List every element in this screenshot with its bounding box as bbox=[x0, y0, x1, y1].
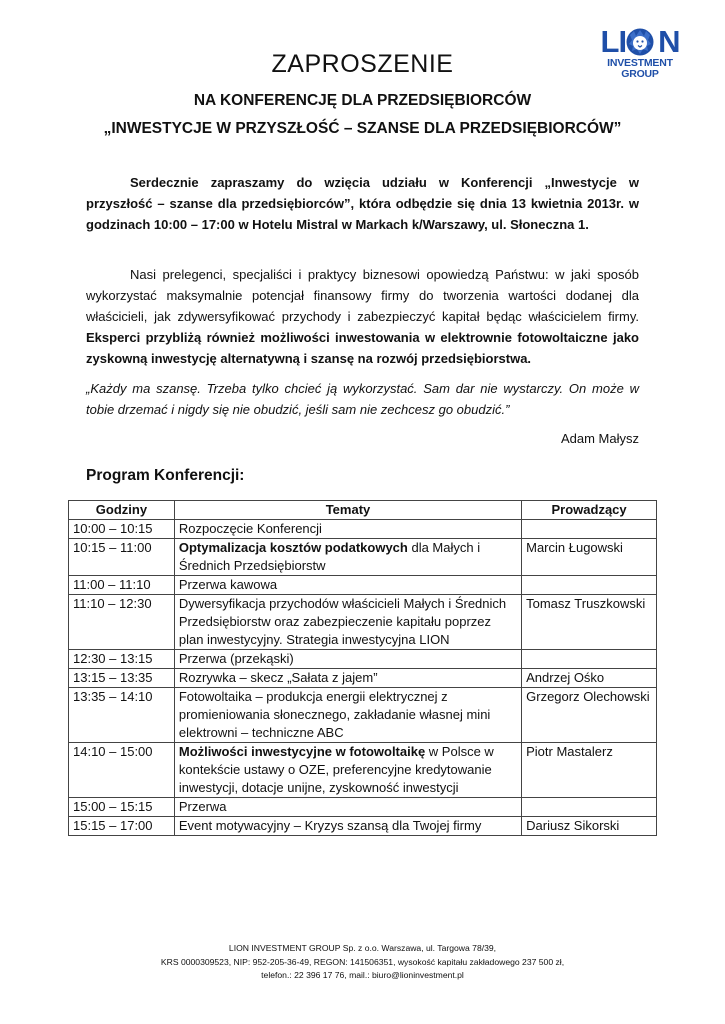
row-speaker bbox=[522, 576, 657, 595]
row-time: 12:30 – 13:15 bbox=[69, 650, 175, 669]
body-paragraph bbox=[86, 264, 639, 369]
row-speaker bbox=[522, 650, 657, 669]
row-topic: Możliwości inwestycyjne w fotowoltaikę w Polsce w kontekście ustawy o OZE, preferencyjne kredytowanie inwestycji, dotacje unijne, zyskowność inwestycji bbox=[174, 743, 521, 798]
row-time: 13:15 – 13:35 bbox=[69, 669, 175, 688]
table-row bbox=[69, 595, 657, 650]
company-footer bbox=[0, 942, 725, 983]
body-text: Nasi prelegenci, specjaliści i praktycy biznesowi opowiedzą Państwu: w jaki sposób wykorzystać maksymalnie potencjał finansowy firmy do tworzenia wartości dodanej dla właścicieli, jak zdywersyfikować przychody i zabezpieczyć kapitał będąc właścicielem firmy. bbox=[86, 267, 639, 324]
program-title: Program Konferencji: bbox=[86, 467, 245, 484]
row-topic: Przerwa kawowa bbox=[174, 576, 521, 595]
table-header-row bbox=[69, 501, 657, 520]
table-row bbox=[69, 688, 657, 743]
row-speaker: Piotr Mastalerz bbox=[522, 743, 657, 798]
row-speaker bbox=[522, 798, 657, 817]
row-time: 15:00 – 15:15 bbox=[69, 798, 175, 817]
row-time: 11:00 – 11:10 bbox=[69, 576, 175, 595]
body-text-bold: Eksperci przybliżą również możliwości inwestowania w elektrownie fotowoltaiczne jako zyskowną inwestycję alternatywną i szansę na rozwój przedsiębiorstwa. bbox=[86, 330, 639, 366]
column-header-time: Godziny bbox=[69, 501, 175, 520]
row-topic: Rozpoczęcie Konferencji bbox=[174, 520, 521, 539]
table-row bbox=[69, 576, 657, 595]
table-row bbox=[69, 650, 657, 669]
row-topic: Dywersyfikacja przychodów właścicieli Małych i Średnich Przedsiębiorstw oraz zabezpieczenie kapitału poprzez plan inwestycyjny. Strategia inwestycyjna LION bbox=[174, 595, 521, 650]
table-row bbox=[69, 669, 657, 688]
footer-address: LION INVESTMENT GROUP Sp. z o.o. Warszawa, ul. Targowa 78/39, bbox=[228, 943, 497, 953]
row-speaker: Dariusz Sikorski bbox=[522, 817, 657, 836]
row-time: 10:00 – 10:15 bbox=[69, 520, 175, 539]
row-speaker: Tomasz Truszkowski bbox=[522, 595, 657, 650]
logo-line-group: GROUP bbox=[621, 68, 659, 80]
footer-contact: telefon.: 22 396 17 76, mail.: biuro@lioninvestment.pl bbox=[261, 970, 464, 980]
table-row bbox=[69, 743, 657, 798]
row-topic: Fotowoltaika – produkcja energii elektrycznej z promieniowania słonecznego, zakładanie własnej mini elektrowni – techniczne ABC bbox=[174, 688, 521, 743]
quote-author: Adam Małysz bbox=[560, 431, 639, 446]
page-title: ZAPROSZENIE bbox=[271, 50, 454, 78]
column-header-topic: Tematy bbox=[174, 501, 521, 520]
quote-text: „Każdy ma szansę. Trzeba tylko chcieć ją wykorzystać. Sam dar nie wystarczy. On może w tobie drzemać i nigdy się nie obudzić, jeśli sam nie zechcesz go obudzić.” bbox=[86, 381, 639, 417]
table-row bbox=[69, 798, 657, 817]
row-time: 13:35 – 14:10 bbox=[69, 688, 175, 743]
row-time: 15:15 – 17:00 bbox=[69, 817, 175, 836]
conference-name: „INWESTYCJE W PRZYSZŁOŚĆ – SZANSE DLA PRZEDSIĘBIORCÓW” bbox=[103, 120, 622, 137]
logo-line-investment: INVESTMENT bbox=[607, 57, 673, 69]
row-speaker: Grzegorz Olechowski bbox=[522, 688, 657, 743]
footer-registration: KRS 0000309523, NIP: 952-205-36-49, REGON: 141506351, wysokość kapitału zakładowego 237 500 zł, bbox=[160, 956, 565, 967]
row-topic: Przerwa bbox=[174, 798, 521, 817]
row-time: 11:10 – 12:30 bbox=[69, 595, 175, 650]
row-topic: Event motywacyjny – Kryzys szansą dla Twojej firmy bbox=[174, 817, 521, 836]
row-topic: Rozrywka – skecz „Sałata z jajem” bbox=[174, 669, 521, 688]
row-topic: Optymalizacja kosztów podatkowych dla Małych i Średnich Przedsiębiorstw bbox=[174, 539, 521, 576]
row-speaker: Marcin Ługowski bbox=[522, 539, 657, 576]
column-header-speaker: Prowadzący bbox=[522, 501, 657, 520]
program-table bbox=[68, 500, 657, 836]
table-row bbox=[69, 539, 657, 576]
logo-wordmark: LI N bbox=[600, 24, 680, 59]
row-topic: Przerwa (przekąski) bbox=[174, 650, 521, 669]
table-row bbox=[69, 520, 657, 539]
intro-paragraph: Serdecznie zapraszamy do wzięcia udziału w Konferencji „Inwestycje w przyszłość – szanse dla przedsiębiorców”, która odbędzie się dnia 13 kwietnia 2013r. w godzinach 10:00 – 17:00 w Hotelu Mistral w Markach k/Warszawy, ul. Słoneczna 1. bbox=[86, 175, 639, 232]
row-time: 10:15 – 11:00 bbox=[69, 539, 175, 576]
row-time: 14:10 – 15:00 bbox=[69, 743, 175, 798]
table-row bbox=[69, 817, 657, 836]
row-speaker: Andrzej Ośko bbox=[522, 669, 657, 688]
row-speaker bbox=[522, 520, 657, 539]
conference-subtitle: NA KONFERENCJĘ DLA PRZEDSIĘBIORCÓW bbox=[193, 92, 532, 109]
